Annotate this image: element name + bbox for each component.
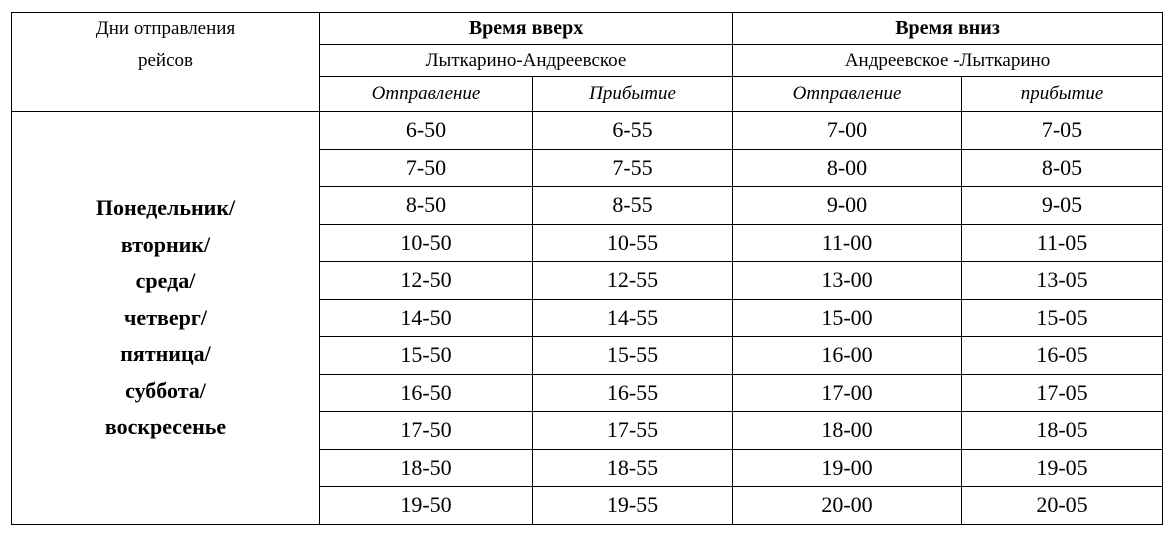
up-departure-time: 7-50 [320,149,533,187]
up-arrival-time: 17-55 [533,412,733,450]
up-arrival-time: 12-55 [533,262,733,300]
down-arrival-time: 7-05 [962,112,1163,150]
down-departure-time: 7-00 [733,112,962,150]
up-departure-header: Отправление [320,77,533,112]
schedule-body [12,13,1163,525]
down-arrival-time: 18-05 [962,412,1163,450]
down-departure-time: 13-00 [733,262,962,300]
up-route-header: Лыткарино-Андреевское [320,45,733,77]
down-arrival-time: 11-05 [962,224,1163,262]
days-header [12,13,320,112]
down-departure-time: 17-00 [733,374,962,412]
days-header-line1: Дни отправления [95,18,236,39]
up-arrival-time: 6-55 [533,112,733,150]
up-time-header: Время вверх [320,13,733,45]
down-departure-time: 8-00 [733,149,962,187]
up-arrival-time: 7-55 [533,149,733,187]
down-arrival-time: 8-05 [962,149,1163,187]
up-arrival-time: 14-55 [533,299,733,337]
down-departure-time: 15-00 [733,299,962,337]
down-arrival-time: 20-05 [962,487,1163,525]
down-arrival-time: 19-05 [962,449,1163,487]
up-departure-time: 10-50 [320,224,533,262]
operating-day: Понедельник/ [95,195,236,220]
down-departure-time: 18-00 [733,412,962,450]
operating-day: пятница/ [120,341,211,366]
down-departure-header: Отправление [733,77,962,112]
down-arrival-time: 13-05 [962,262,1163,300]
up-departure-time: 12-50 [320,262,533,300]
down-departure-time: 16-00 [733,337,962,375]
down-departure-time: 11-00 [733,224,962,262]
header-row-groups [12,13,1163,45]
down-arrival-time: 17-05 [962,374,1163,412]
down-departure-time: 9-00 [733,187,962,225]
up-departure-time: 17-50 [320,412,533,450]
down-departure-time: 19-00 [733,449,962,487]
down-arrival-time: 16-05 [962,337,1163,375]
down-arrival-time: 9-05 [962,187,1163,225]
up-departure-time: 15-50 [320,337,533,375]
operating-days-cell [12,112,320,525]
up-departure-time: 8-50 [320,187,533,225]
up-departure-time: 18-50 [320,449,533,487]
up-arrival-time: 10-55 [533,224,733,262]
down-route-header: Андреевское -Лыткарино [733,45,1163,77]
up-departure-time: 6-50 [320,112,533,150]
up-departure-time: 19-50 [320,487,533,525]
up-arrival-time: 18-55 [533,449,733,487]
up-arrival-header: Прибытие [533,77,733,112]
operating-day: среда/ [135,268,196,293]
table-row [12,112,1163,150]
down-arrival-header: прибытие [962,77,1163,112]
up-arrival-time: 15-55 [533,337,733,375]
down-arrival-time: 15-05 [962,299,1163,337]
operating-day: суббота/ [125,377,206,403]
up-arrival-time: 19-55 [533,487,733,525]
operating-day: воскресенье [104,414,227,439]
down-departure-time: 20-00 [733,487,962,525]
up-departure-time: 16-50 [320,374,533,412]
up-arrival-time: 8-55 [533,187,733,225]
down-time-header: Время вниз [733,13,1163,45]
schedule-table [11,12,1163,525]
up-arrival-time: 16-55 [533,374,733,412]
days-header-line2: рейсов [137,50,193,71]
operating-day: четверг/ [124,304,207,330]
operating-day: вторник/ [120,231,211,257]
up-departure-time: 14-50 [320,299,533,337]
